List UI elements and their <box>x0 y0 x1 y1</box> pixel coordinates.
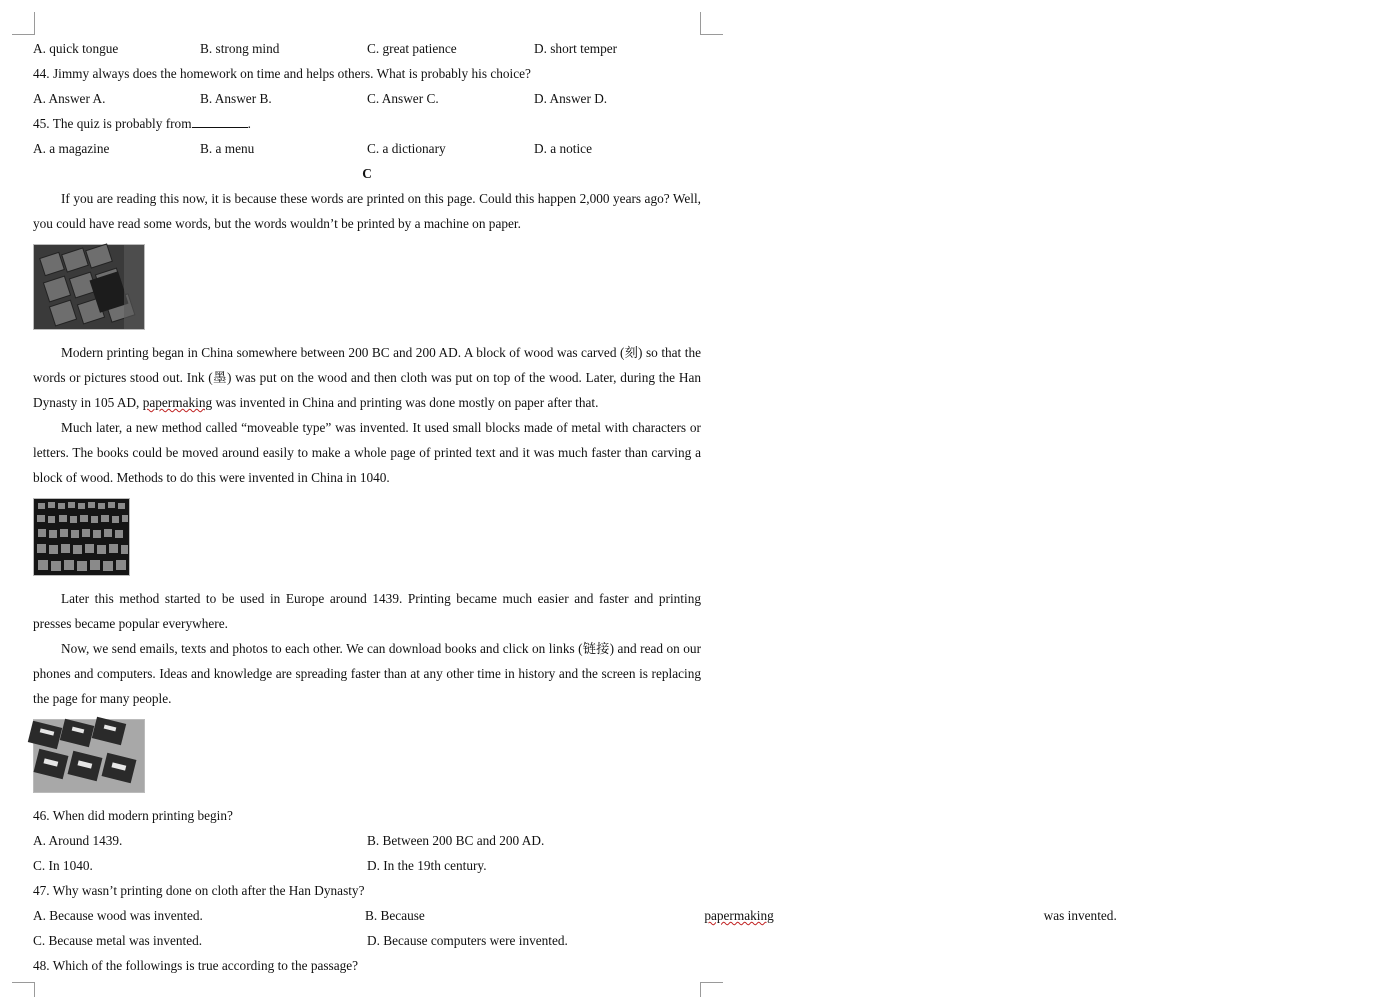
paragraph-3: Much later, a new method called “moveable type” was invented. It used small blocks made of metal with characters or letters. The books could be moved around easily to make a whole page of printed text and it was much faster than carving a block of wood. Methods to do this were invented in China in 1040. <box>33 420 701 485</box>
option-c: C. great patience <box>367 41 457 56</box>
option-a: A. Because wood was invented. <box>33 908 203 923</box>
option-c: C. Because metal was invented. <box>33 933 203 948</box>
wooden-type-blocks-photo <box>33 244 145 330</box>
option-b: B. strong mind <box>200 41 280 56</box>
option-b: B. Answer B. <box>200 91 272 106</box>
q44-options <box>33 86 701 111</box>
option-d: D. short temper <box>534 41 618 56</box>
option-b: B. a menu <box>200 141 255 156</box>
paragraph-4: Later this method started to be used in Europe around 1439. Printing became much easier and faster and printing presses became popular everywhere. <box>33 591 701 631</box>
option-a: A. quick tongue <box>33 41 119 56</box>
option-b-text-b: was invented. <box>1043 908 1117 923</box>
section-heading: C <box>362 166 372 181</box>
page-corner-mark <box>12 12 35 35</box>
q47-options-row-1 <box>33 903 1117 928</box>
answer-blank <box>192 113 248 128</box>
option-c: C. a dictionary <box>367 141 446 156</box>
q45-question <box>33 111 701 136</box>
paragraph-2-text-b: was invented in China and printing was done mostly on paper after that. <box>215 395 599 410</box>
question-end: . <box>247 116 251 131</box>
option-d: D. a notice <box>534 141 592 156</box>
page-corner-mark <box>700 982 723 997</box>
paragraph-1: If you are reading this now, it is because these words are printed on this page. Could this happen 2,000 years ago? Well, you could have read some words, but the words wouldn’t be printed by a machine on paper. <box>33 191 701 231</box>
option-a: A. Around 1439. <box>33 833 123 848</box>
option-d: D. Answer D. <box>534 91 608 106</box>
moveable-type-photo <box>33 498 130 576</box>
option-c: C. In 1040. <box>33 858 93 873</box>
q47-question: 47. Why wasn’t printing done on cloth after the Han Dynasty? <box>33 883 365 898</box>
spellcheck-word: papermaking <box>142 395 213 410</box>
document-page <box>33 36 1117 978</box>
q48-question: 48. Which of the followings is true according to the passage? <box>33 958 359 973</box>
metal-letter-type-photo <box>33 719 145 793</box>
paragraph-5: Now, we send emails, texts and photos to each other. We can download books and click on links (链接) and read on our phones and computers. Ideas and knowledge are spreading faster than at any other time in history and the screen is replacing the page for many people. <box>33 641 701 706</box>
option-b: B. Between 200 BC and 200 AD. <box>367 833 545 848</box>
option-b <box>365 903 1117 928</box>
paragraph-2-text-a: Modern printing began in China somewhere between 200 BC and 200 AD. A block of wood was carved (刻) so that the words or pictures stood out. Ink (墨) was put on the wood and then cloth was put on top of the wood. Later, during the Han Dynasty in 105 AD, <box>33 345 701 410</box>
option-a: A. Answer A. <box>33 91 106 106</box>
q45-options <box>33 136 701 161</box>
paragraph-2 <box>33 340 701 415</box>
option-c: C. Answer C. <box>367 91 439 106</box>
q46-options-row-1 <box>33 828 701 853</box>
option-d: D. Because computers were invented. <box>367 933 568 948</box>
option-d: D. In the 19th century. <box>367 858 487 873</box>
question-text: 45. The quiz is probably from <box>33 116 192 131</box>
q43-options <box>33 36 701 61</box>
option-b-text-a: B. Because <box>365 908 425 923</box>
page-corner-mark <box>700 12 723 35</box>
q46-question: 46. When did modern printing begin? <box>33 808 233 823</box>
q46-options-row-2 <box>33 853 701 878</box>
page-corner-mark <box>12 982 35 997</box>
option-a: A. a magazine <box>33 141 110 156</box>
spellcheck-word: papermaking <box>704 908 774 923</box>
q47-options-row-2 <box>33 928 701 953</box>
q44-question: 44. Jimmy always does the homework on time and helps others. What is probably his choice? <box>33 66 531 81</box>
